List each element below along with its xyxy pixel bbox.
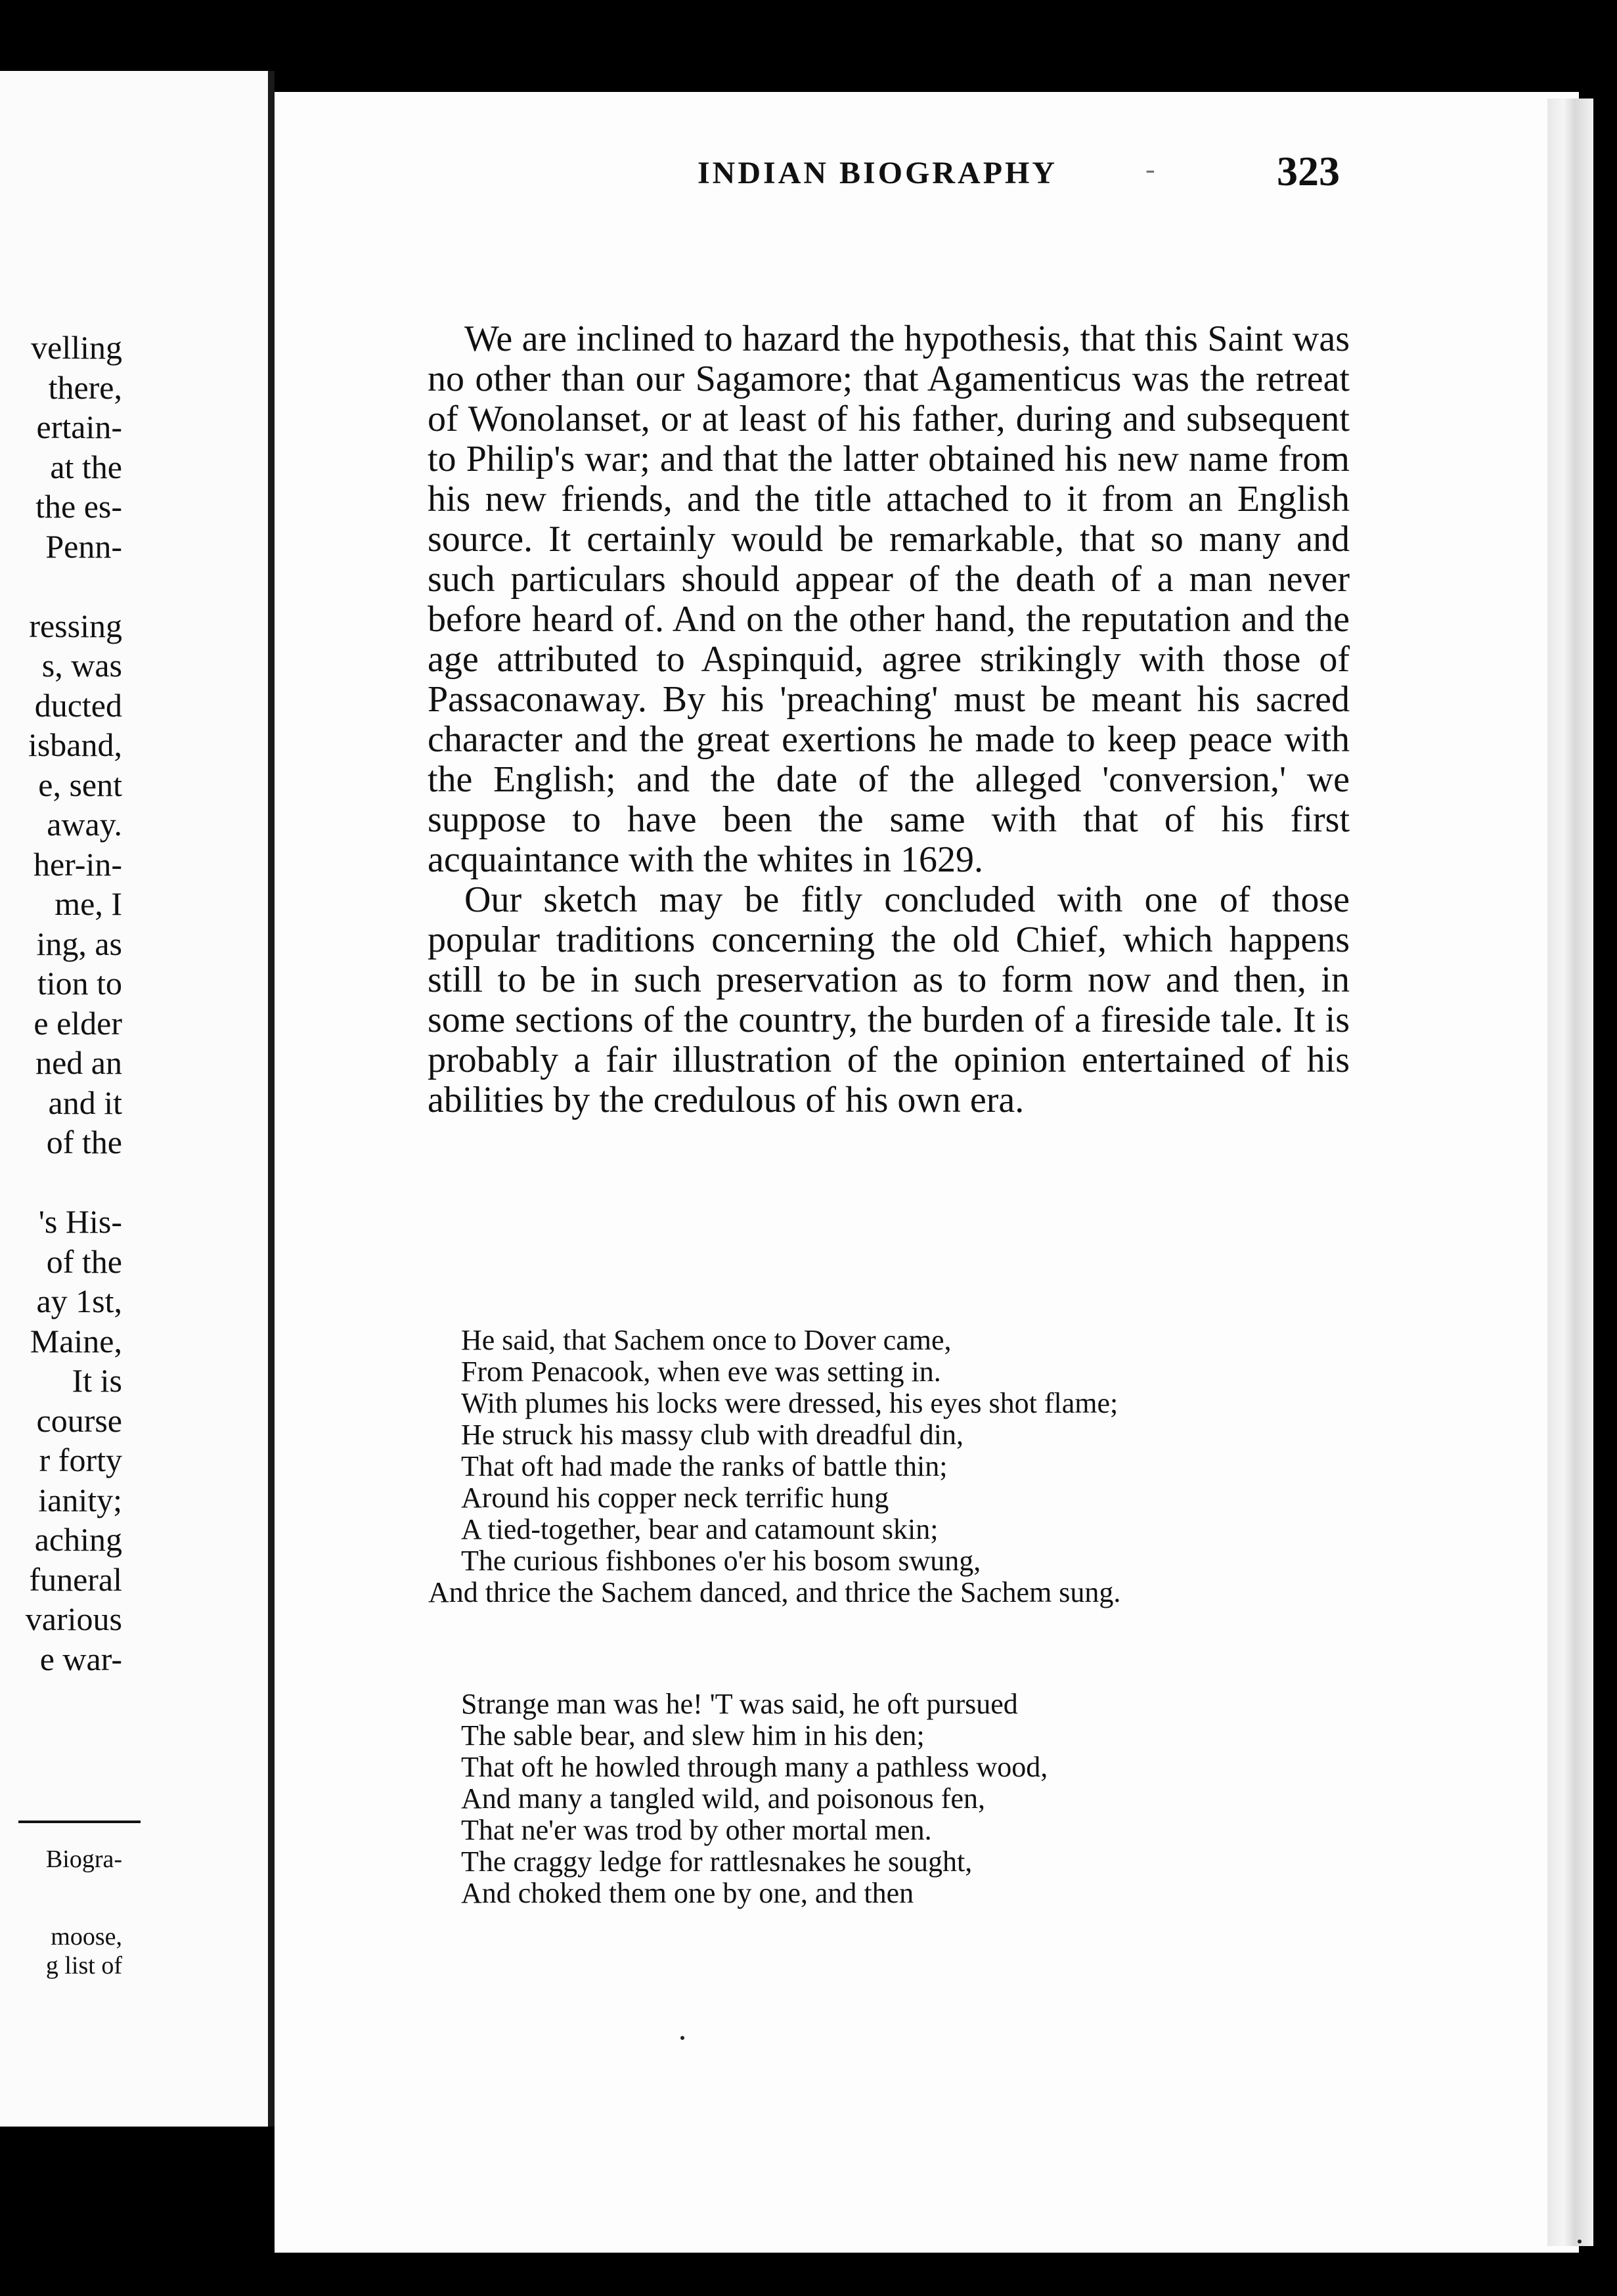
left-page-line: Penn- <box>45 527 122 565</box>
left-page-line: ianity; <box>38 1481 122 1518</box>
paragraph-2: Our sketch may be fitly concluded with one of those popular traditions concerning the old Chief, which happens still to be in such preservation as to form now and then, in some sections of the country, the burden of a fireside tale. It is probably a fair illustration of the opinion entertained of his abilities by the credulous of his own era. <box>428 879 1350 1120</box>
verse-line: The craggy ledge for rattlesnakes he sought, <box>461 1845 973 1878</box>
left-page-line: Maine, <box>30 1322 122 1359</box>
footnote-rule <box>18 1821 141 1823</box>
header-dash: - <box>1145 153 1155 185</box>
left-page-line: aching <box>34 1521 122 1558</box>
prose-block <box>428 319 1350 1120</box>
left-page-line: the es- <box>35 488 122 525</box>
left-page-line: funeral <box>29 1560 122 1598</box>
left-page-line: course <box>36 1402 122 1439</box>
left-page-line: of the <box>46 1124 122 1160</box>
left-page-line: e elder <box>33 1004 122 1042</box>
left-page-line: tion to <box>37 965 122 1002</box>
speck <box>680 2036 684 2040</box>
verse-line: He said, that Sachem once to Dover came, <box>461 1324 952 1356</box>
left-page-line: It is <box>72 1362 122 1399</box>
left-page-line: away. <box>47 806 122 843</box>
verse-line: That oft had made the ranks of battle thin; <box>461 1450 948 1482</box>
speck <box>1578 2240 1582 2243</box>
left-page-line: various <box>25 1601 122 1637</box>
verse-line: Strange man was he! 'T was said, he oft pursued <box>461 1688 1018 1720</box>
left-page-line: ned an <box>35 1044 122 1081</box>
verse-stanza-1 <box>428 1325 1413 1608</box>
verse-stanza-2 <box>428 1689 1413 1909</box>
left-page-line: ing, as <box>36 925 122 962</box>
verse-line: With plumes his locks were dressed, his eyes shot flame; <box>461 1387 1119 1419</box>
left-page-line: s, was <box>41 647 122 684</box>
left-page-line: velling <box>31 329 122 366</box>
left-page-line: there, <box>48 368 122 406</box>
left-page-fragment <box>0 71 275 2127</box>
verse-line: That oft he howled through many a pathless wood, <box>461 1751 1048 1783</box>
verse-line: That ne'er was trod by other mortal men. <box>461 1814 932 1846</box>
verse-line: A tied-together, bear and catamount skin; <box>461 1513 939 1545</box>
verse-line: Around his copper neck terrific hung <box>461 1482 889 1514</box>
left-page-line: 's His- <box>38 1203 122 1240</box>
left-page-footnote-line: g list of <box>45 1952 122 1979</box>
left-page-line: me, I <box>55 885 122 922</box>
verse-line: And thrice the Sachem danced, and thrice the Sachem sung. <box>428 1576 1121 1608</box>
left-page-line: and it <box>48 1084 122 1121</box>
left-page-line: ertain- <box>36 408 122 445</box>
left-page-line: e war- <box>39 1640 122 1677</box>
left-page-line: her-in- <box>33 845 122 883</box>
verse-line: From Penacook, when eve was setting in. <box>461 1356 941 1388</box>
verse-line: And many a tangled wild, and poisonous fen, <box>461 1782 985 1815</box>
left-page-line: at the <box>50 448 122 485</box>
left-page-footnote-line: Biogra- <box>45 1845 122 1873</box>
left-page-line: ressing <box>29 607 122 644</box>
left-page-line: ducted <box>34 686 122 724</box>
verse-line: The curious fishbones o'er his bosom swung, <box>461 1545 981 1577</box>
left-page-line: ay 1st, <box>36 1283 122 1319</box>
verse-line: He struck his massy club with dreadful din, <box>461 1419 964 1451</box>
left-page-line: isband, <box>28 726 122 763</box>
left-page-footnote-line: moose, <box>51 1923 122 1951</box>
verse-line: And choked them one by one, and then <box>461 1877 914 1909</box>
left-page-line: of the <box>46 1243 122 1280</box>
verse-line: The sable bear, and slew him in his den; <box>461 1719 925 1752</box>
left-page-line: e, sent <box>38 766 122 803</box>
paragraph-1: We are inclined to hazard the hypothesis, that this Saint was no other than our Sagamore; that Agamenticus was the retreat of Wonolanset, or at least of his father, during and subsequent to Philip's war; and that the latter obtained his new name from his new friends, and the title attached to it from an English source. It certainly would be remarkable, that so many and such particulars should appear of the death of a man never before heard of. And on the other hand, the reputation and the age attributed to Aspinquid, agree strikingly with those of Passaconaway. By his 'preaching' must be meant his sacred character and the great exertions he made to keep peace with the English; and the date of the alleged 'conversion,' we suppose to have been the same with that of his first acquaintance with the whites in 1629. <box>428 319 1350 880</box>
page-edge <box>1547 99 1593 2246</box>
running-header: INDIAN BIOGRAPHY <box>698 156 1058 190</box>
page-number: 323 <box>1277 148 1340 194</box>
left-page-line: r forty <box>39 1442 122 1478</box>
